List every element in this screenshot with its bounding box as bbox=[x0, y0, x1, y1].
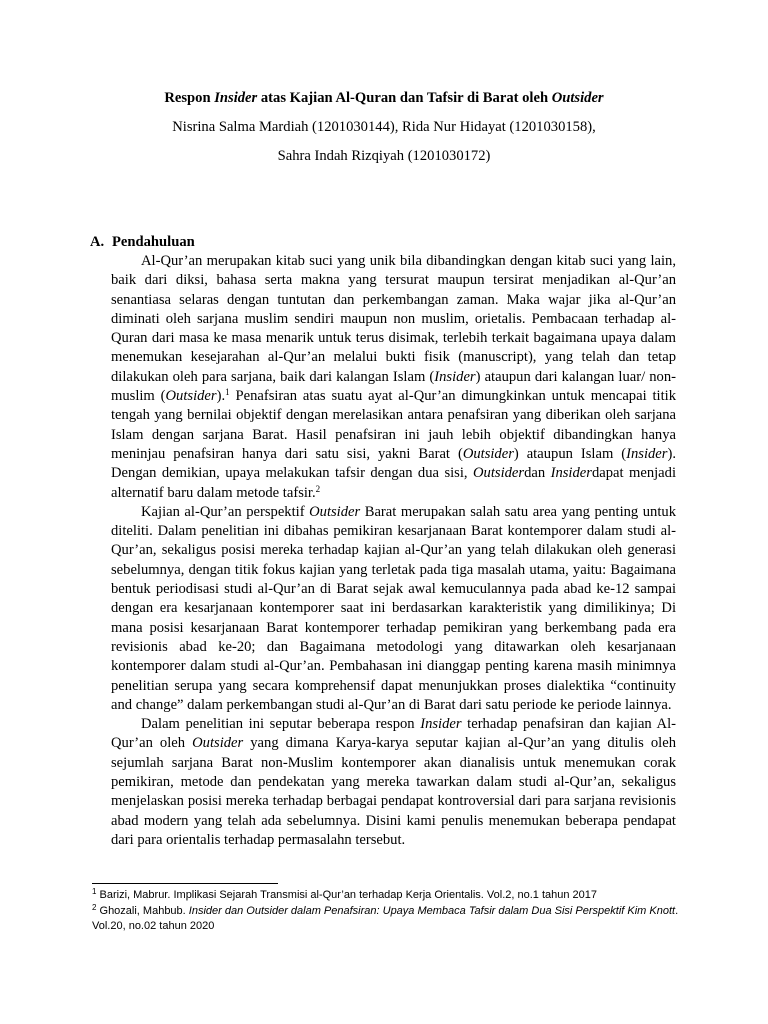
section-heading bbox=[90, 232, 195, 252]
footnote-text: . Vol.20, no.02 tahun 2020 bbox=[92, 904, 679, 932]
paragraph-text: ). Dengan demikian, upaya melakukan tafsir dengan dua sisi, bbox=[111, 445, 676, 482]
section-number: A. bbox=[90, 234, 105, 250]
paragraph-text: ). bbox=[216, 388, 226, 405]
footnote-author: Ghozali, Mahbub. bbox=[96, 904, 189, 917]
italic-term: Outsider bbox=[165, 388, 217, 405]
paragraph-text: dan bbox=[524, 465, 551, 482]
italic-term: Insider bbox=[626, 445, 668, 462]
title-block bbox=[0, 88, 768, 166]
paragraph-text: Dalam penelitian ini seputar beberapa respon bbox=[141, 716, 421, 733]
italic-term: Outsider bbox=[192, 735, 244, 752]
paragraph-1 bbox=[111, 252, 676, 503]
title-outsider-italic: Outsider bbox=[551, 90, 604, 106]
authors-line-1: Nisrina Salma Mardiah (1201030144), Rida Nur Hidayat (1201030158), bbox=[172, 119, 596, 135]
footnote-ref-1[interactable]: 1 bbox=[225, 387, 230, 398]
paragraph-3 bbox=[111, 715, 676, 850]
title-text: Respon bbox=[164, 90, 215, 106]
paper-title bbox=[0, 88, 768, 108]
paragraph-2 bbox=[111, 503, 676, 715]
title-text: atas Kajian Al-Quran dan Tafsir di Barat oleh bbox=[257, 90, 552, 106]
paragraph-text: Al-Qur’an merupakan kitab suci yang unik bila dibandingkan dengan kitab suci yang lain, baik dari diksi, bahasa serta makna yang tersurat maupun tersirat menjadikan al-Qur’an senantiasa selaras dengan tuntutan dan perkembangan zaman. Maka wajar jika al-Qur’an diminati oleh sarjana muslim sendiri maupun non muslim, orietalis. Pembacaan terhadap al-Quran dari masa ke masa menarik untuk terus disimak, terlebih terkait bagaimana upaya dalam menemukan kesejarahan al-Qur’an melalui bukti fisik (manuscript), yang telah dan tetap dilakukan oleh para sarjana, baik dari kalangan Islam ( bbox=[111, 253, 676, 385]
italic-term: Outsider bbox=[473, 465, 525, 482]
authors-line-2: Sahra Indah Rizqiyah (1201030172) bbox=[277, 148, 491, 164]
paragraph-text: Barat merupakan salah satu area yang penting untuk diteliti. Dalam penelitian ini dibahas pemikiran kesarjanaan Barat kontemporer dalam studi al-Qur’an, sekaligus posisi mereka terhadap kajian al-Qur’an yang telah dilakukan oleh generasi sebelumnya, dengan titik fokus kajian yang terletak pada tiga masalah utama, yaitu: Bagaimana bentuk periodisasi studi al-Qur’an di Barat sejak awal kemuculannya pada abad ke-12 sampai dengan era kesarjanaan kontemporer saat ini berdasarkan karakteristik yang dimilikinya; Di mana posisi kesarjanaan Barat kontemporer terhadap pemikiran yang berkembang pada era revisionis abad ke-20; dan Bagaimana metodologi yang ditawarkan oleh kesarjanaan kontemporer dalam studi al-Qur’an. Pembahasan ini dianggap penting karena masih minimnya penelitian serupa yang secara komprehensif dapat menunjukkan proses dialektika “continuity and change” dalam perkembangan studi al-Qur’an di Barat dari satu periode ke periode lainnya. bbox=[111, 503, 677, 713]
italic-term: Insider bbox=[420, 716, 462, 733]
footnote-title: Insider dan Outsider dalam Penafsiran: Upaya Membaca Tafsir dalam Dua Sisi Perspektif Kim Knott bbox=[188, 904, 676, 917]
italic-term: Outsider bbox=[309, 503, 361, 520]
paragraph-text: terhadap penafsiran dan kajian Al-Qur’an oleh bbox=[111, 716, 676, 752]
italic-term: Insider bbox=[550, 465, 592, 482]
paragraph-text: Penafsiran atas suatu ayat al-Qur’an dimungkinkan untuk mencapai titik tengah yang bernilai objektif dengan merelasikan antara penafsiran yang diberikan oleh sarjana Islam dengan sarjana Barat. Hasil penafsiran ini jauh lebih objektif dibandingkan hanya meninjau penafsiran hanya dari satu sisi, yakni Barat ( bbox=[111, 388, 676, 462]
footnotes bbox=[92, 888, 682, 935]
footnote-1 bbox=[92, 888, 682, 904]
paragraph-text: yang dimana Karya-karya seputar kajian al-Qur’an yang ditulis oleh sejumlah sarjana Barat non-Muslim kontemporer akan dianalisis untuk menemukan corak pemikiran, metode dan pendekatan yang mereka tawarkan dalam studi al-Qur’an, sekaligus menjelaskan posisi mereka terhadap berbagai pendapat kontroversial dari para sarjana revisionis abad modern yang telah ada sebelumnya. Disini kami penulis menemukan beberapa pendapat dari para orientalis terhadap permasalahn tersebut. bbox=[111, 735, 676, 848]
footnote-number: 1 bbox=[92, 887, 97, 896]
section-title: Pendahuluan bbox=[112, 234, 195, 250]
footnote-text: Barizi, Mabrur. Implikasi Sejarah Transmisi al-Qur’an terhadap Kerja Orientalis. Vol.2, no.1 tahun 2017 bbox=[96, 889, 597, 901]
italic-term: Outsider bbox=[462, 445, 514, 462]
paragraph-text: Kajian al-Qur’an perspektif bbox=[141, 503, 310, 520]
title-insider-italic: Insider bbox=[214, 90, 258, 106]
footnote-number: 2 bbox=[92, 902, 97, 912]
paragraph-text: ) ataupun dari kalangan luar/ non-muslim ( bbox=[111, 368, 676, 405]
body-text bbox=[111, 252, 676, 850]
italic-term: Insider bbox=[434, 368, 476, 385]
paragraph-text: dapat menjadi alternatif baru dalam metode tafsir. bbox=[111, 465, 676, 501]
paragraph-text: ) ataupun Islam ( bbox=[513, 445, 627, 462]
footnote-2 bbox=[92, 904, 682, 935]
footnote-ref-2[interactable]: 2 bbox=[315, 483, 321, 494]
footnote-separator bbox=[92, 883, 278, 884]
